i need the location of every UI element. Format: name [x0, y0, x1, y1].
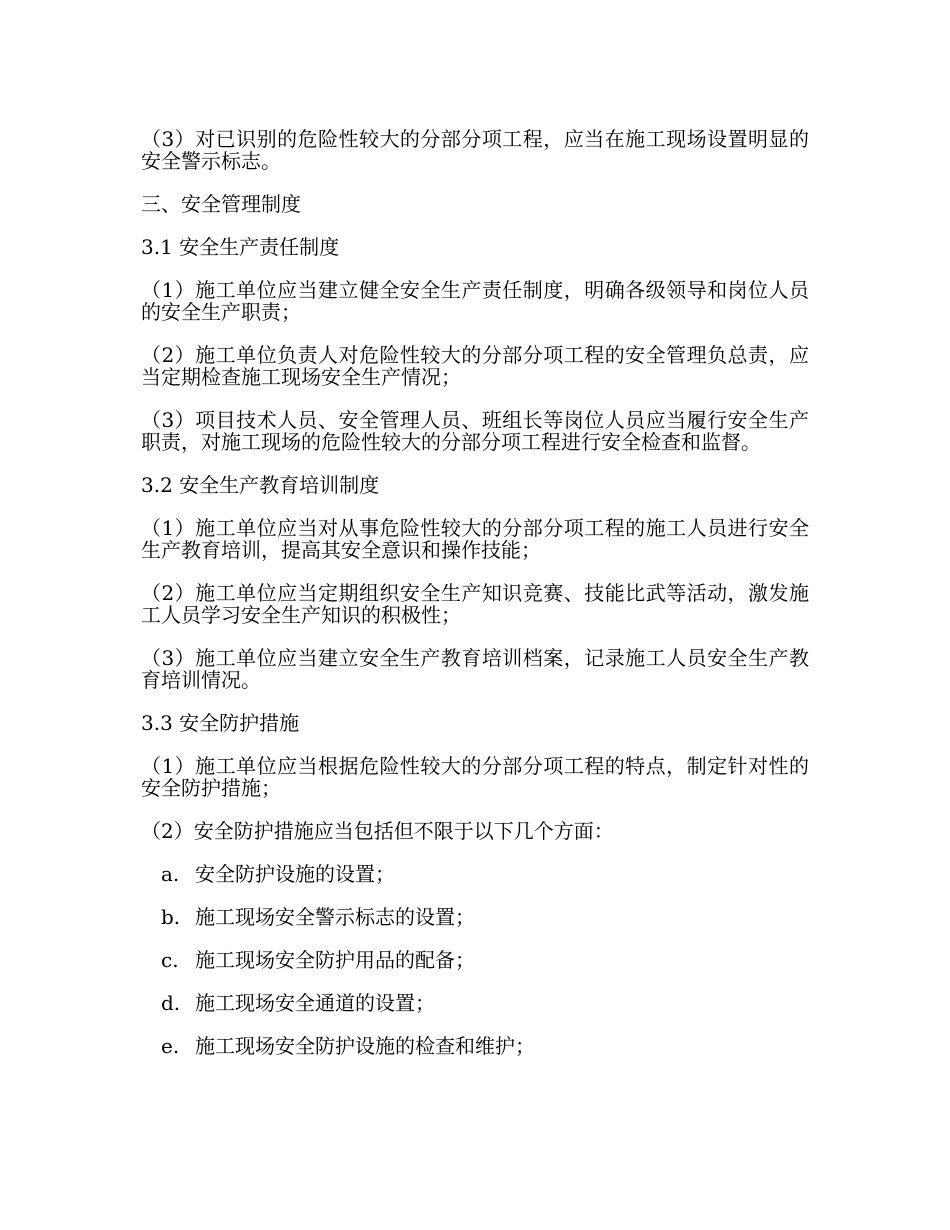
list-item-text: 施工现场安全通道的设置； — [195, 991, 435, 1015]
list-item-c — [161, 949, 809, 971]
paragraph-2-3: （3）对已识别的危险性较大的分部分项工程，应当在施工现场设置明显的安全警示标志。 — [141, 127, 809, 173]
paragraph-3-2-2: （2）施工单位应当定期组织安全生产知识竞赛、技能比武等活动，激发施工人员学习安全生产知识的积极性； — [141, 581, 809, 627]
list-marker: e. — [161, 1034, 180, 1058]
paragraph-3-1-3: （3）项目技术人员、安全管理人员、班组长等岗位人员应当履行安全生产职责，对施工现场的危险性较大的分部分项工程进行安全检查和监督。 — [141, 408, 809, 454]
paragraph-3-2-3: （3）施工单位应当建立安全生产教育培训档案，记录施工人员安全生产教育培训情况。 — [141, 646, 809, 692]
paragraph-3-3-2: （2）安全防护措施应当包括但不限于以下几个方面： — [141, 819, 614, 843]
list-item-b — [161, 906, 809, 928]
list-item-e — [161, 1035, 809, 1057]
paragraph-3-3-1: （1）施工单位应当根据危险性较大的分部分项工程的特点，制定针对性的安全防护措施； — [141, 754, 809, 800]
document-page — [141, 128, 809, 1078]
section-heading-3: 三、安全管理制度 — [141, 192, 301, 216]
list-marker: a. — [161, 862, 180, 886]
subsection-heading-3-3: 3.3 安全防护措施 — [141, 711, 300, 735]
subsection-heading-3-2: 3.2 安全生产教育培训制度 — [141, 473, 380, 497]
list-item-text: 安全防护设施的设置； — [195, 862, 395, 886]
list-item-text: 施工现场安全防护用品的配备； — [195, 948, 475, 972]
list-item-text: 施工现场安全防护设施的检查和维护； — [195, 1034, 535, 1058]
paragraph-3-1-2: （2）施工单位负责人对危险性较大的分部分项工程的安全管理负总责，应当定期检查施工现场安全生产情况； — [141, 343, 809, 389]
list-item-d — [161, 992, 809, 1014]
paragraph-3-2-1: （1）施工单位应当对从事危险性较大的分部分项工程的施工人员进行安全生产教育培训，提高其安全意识和操作技能； — [141, 516, 809, 562]
paragraph-3-1-1: （1）施工单位应当建立健全安全生产责任制度，明确各级领导和岗位人员的安全生产职责； — [141, 278, 809, 324]
subsection-heading-3-1: 3.1 安全生产责任制度 — [141, 235, 340, 259]
list-item-a — [161, 863, 809, 885]
list-marker: b. — [161, 905, 181, 929]
list-marker: c. — [161, 948, 179, 972]
list-marker: d. — [161, 991, 181, 1015]
list-item-text: 施工现场安全警示标志的设置； — [195, 905, 475, 929]
